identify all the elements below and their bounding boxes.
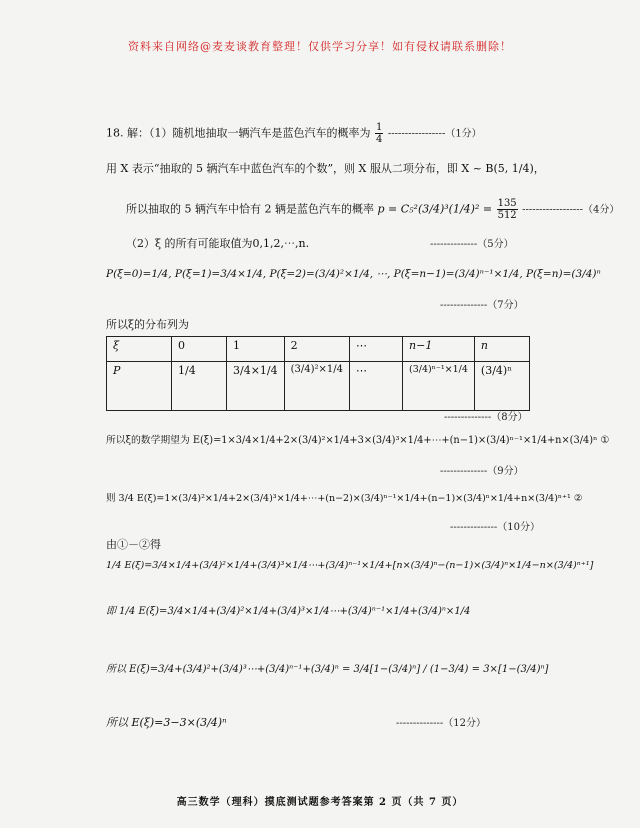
expect-line7: 所以 E(ξ)=3−3×(3/4)ⁿ xyxy=(106,716,227,729)
expect-line5: 即 1/4 E(ξ)=3/4×1/4+(3/4)²×1/4+(3/4)³×1/4⋯+(3/4)ⁿ⁻¹×1/4+(3/4)ⁿ×1/4 xyxy=(106,606,471,617)
expect-line4: 1/4 E(ξ)=3/4×1/4+(3/4)²×1/4+(3/4)³×1/4⋯+(3/4)ⁿ⁻¹×1/4+[n×(3/4)ⁿ−(n−1)×(3/4)ⁿ×1/4−n×(3/4)ⁿ⁺¹] xyxy=(106,560,594,571)
distribution-table xyxy=(106,336,530,411)
q18-line3-text: 所以抽取的 5 辆汽车中恰有 2 辆是蓝色汽车的概率 xyxy=(126,202,374,216)
q18-line6: 所以ξ的分布列为 xyxy=(106,318,190,331)
q18-line3-formula: p = C₅²(3/4)³(1/4)² = xyxy=(377,202,493,216)
table-cell: 1 xyxy=(227,337,285,362)
expect-line2: 则 3/4 E(ξ)=1×(3/4)²×1/4+2×(3/4)³×1/4+⋯+(n−2)×(3/4)ⁿ⁻¹×1/4+(n−1)×(3/4)ⁿ×1/4+n×(3/4)ⁿ⁺¹ ② xyxy=(106,493,583,504)
table-cell: (3/4)ⁿ xyxy=(474,362,529,411)
fraction-denominator: 512 xyxy=(497,210,517,221)
score-mark: --------------（9分） xyxy=(440,466,524,477)
table-cell: n−1 xyxy=(403,337,475,362)
table-cell: ⋯ xyxy=(350,362,403,411)
table-cell: (3/4)ⁿ⁻¹×1/4 xyxy=(403,362,475,411)
q18-line4: （2）ξ 的所有可能取值为0,1,2,⋯,n. xyxy=(126,237,310,250)
fraction-denominator: 4 xyxy=(376,134,383,145)
fraction-numerator: 135 xyxy=(497,198,517,209)
source-banner: 资料来自网络@麦麦谈教育整理！仅供学习分享！如有侵权请联系删除！ xyxy=(128,40,512,53)
table-cell: (3/4)²×1/4 xyxy=(284,362,349,411)
table-row xyxy=(107,337,530,362)
score-mark: ------------------（4分） xyxy=(522,204,620,216)
score-mark: --------------（5分） xyxy=(430,239,514,250)
score-mark: --------------（8分） xyxy=(444,412,528,423)
q18-line3 xyxy=(126,198,619,221)
q18-line1 xyxy=(106,122,482,145)
table-cell: ⋯ xyxy=(350,337,403,362)
score-mark: --------------（12分） xyxy=(396,718,487,729)
expect-line6: 所以 E(ξ)=3/4+(3/4)²+(3/4)³⋯+(3/4)ⁿ⁻¹+(3/4)ⁿ = 3/4[1−(3/4)ⁿ] / (1−3/4) = 3×[1−(3/4)ⁿ] xyxy=(106,664,549,675)
table-cell: P xyxy=(107,362,172,411)
expect-line1: 所以ξ的数学期望为 E(ξ)=1×3/4×1/4+2×(3/4)²×1/4+3×(3/4)³×1/4+⋯+(n−1)×(3/4)ⁿ⁻¹×1/4+n×(3/4)ⁿ ① xyxy=(106,435,610,446)
expect-line3: 由①－②得 xyxy=(106,538,161,551)
score-mark: --------------（7分） xyxy=(440,300,524,311)
page-footer: 高三数学（理科）摸底测试题参考答案第 2 页（共 7 页） xyxy=(176,797,464,808)
table-cell: 2 xyxy=(284,337,349,362)
score-mark: --------------（10分） xyxy=(450,522,541,533)
q18-line3-fraction xyxy=(497,198,518,221)
score-mark: -----------------（1分） xyxy=(387,128,482,140)
table-cell: 3/4×1/4 xyxy=(227,362,285,411)
q18-line5: P(ξ=0)=1/4, P(ξ=1)=3/4×1/4, P(ξ=2)=(3/4)²×1/4, ⋯, P(ξ=n−1)=(3/4)ⁿ⁻¹×1/4, P(ξ=n)=(3/4)ⁿ xyxy=(106,268,601,280)
table-row xyxy=(107,362,530,411)
table-cell: ξ xyxy=(107,337,172,362)
q18-line2: 用 X 表示“抽取的 5 辆汽车中蓝色汽车的个数”，则 X 服从二项分布，即 X ~ B(5, 1/4)， xyxy=(106,162,545,175)
table-cell: 1/4 xyxy=(172,362,227,411)
q18-line1-text: 18. 解：（1）随机地抽取一辆汽车是蓝色汽车的概率为 xyxy=(106,126,371,140)
fraction-numerator: 1 xyxy=(376,122,383,133)
table-cell: 0 xyxy=(172,337,227,362)
table-cell: n xyxy=(474,337,529,362)
q18-line1-fraction xyxy=(375,122,383,145)
